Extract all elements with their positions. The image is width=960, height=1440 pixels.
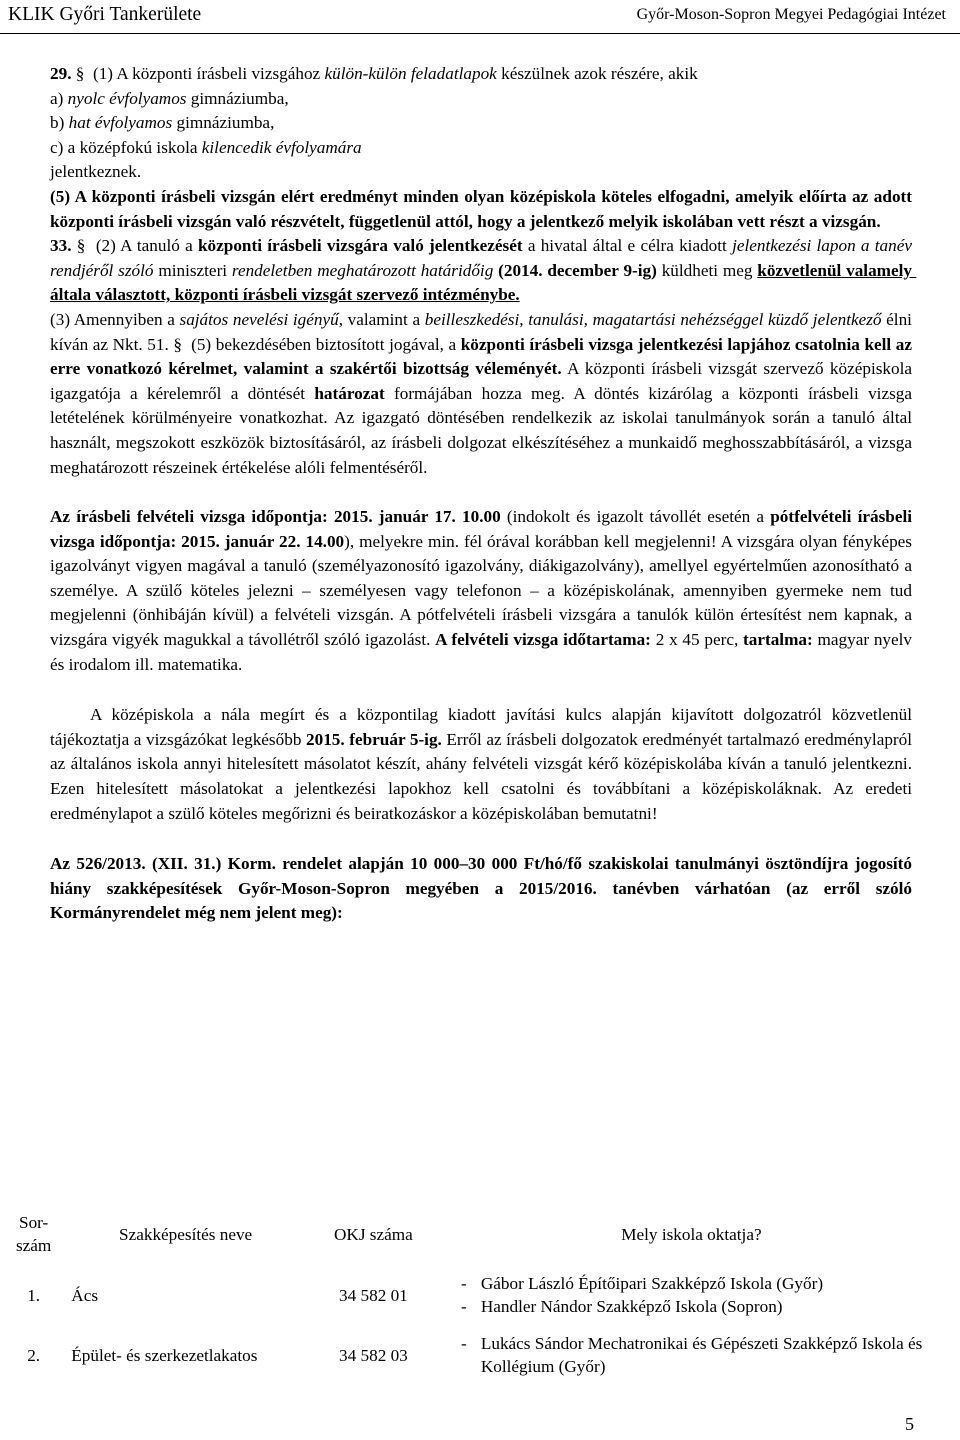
text-run: A központi írásbeli vizsgát szervező középiskola igazgatója a kérelemről a döntését	[50, 359, 917, 403]
header-institute: Győr-Moson-Sopron Megyei Pedagógiai Intézet	[636, 6, 946, 23]
row-schools	[443, 1260, 940, 1330]
scholarship-table	[0, 1208, 940, 1380]
text-run: nyolc évfolyamos	[67, 88, 187, 108]
text-run: a)	[50, 88, 68, 108]
paragraph	[50, 703, 917, 826]
text-run: gimnáziumba,	[186, 88, 289, 108]
text-run: jelentkezési lapon a tanév rendjéről szóló	[50, 236, 917, 280]
table-row	[0, 1330, 940, 1380]
text-run: 2 x 45 perc,	[650, 630, 744, 650]
text-run: § (2) A tanuló a	[71, 236, 198, 256]
text-run: közvetlenül valamely általa választott, központi írásbeli vizsgát szervező intézménybe.	[50, 260, 917, 305]
paragraph	[50, 234, 917, 308]
text-run: formájában hozza meg. A döntés kizárólag a központi írásbeli vizsga letételének körülményeire vonatkozhat. Az igazgató döntésében rendelkezik az iskolai tanulmányok során a tanuló által használt, megszokott eszközök biztosításáról, az írásbeli dolgozat elkészítéséhez a munkaidő meghosszabbításáról, a vizsga meghatározott részeinek értékelése alóli felmentéséről.	[50, 383, 917, 477]
paragraph-spacer	[50, 480, 912, 505]
text-run: rendeletben meghatározott határidőig	[231, 260, 494, 280]
row-num: 1.	[27, 1285, 41, 1305]
page-number: 5	[905, 1414, 914, 1434]
text-run: küldheti meg	[656, 260, 758, 280]
text-run: magyar nyelv és irodalom ill. matematika.	[50, 630, 917, 674]
text-run: központi írásbeli vizsga jelentkezési lapjához csatolnia kell az erre vonatkozó kérelmet, valamint a szakértői bizottság véleményét.	[50, 334, 917, 379]
paragraph	[50, 185, 917, 234]
text-run: b)	[50, 113, 69, 133]
header-schools: Mely iskola oktatja?	[621, 1224, 762, 1244]
text-run: jelentkeznek.	[50, 162, 142, 182]
paragraph	[50, 62, 912, 87]
text-run: hat évfolyamos	[68, 113, 173, 133]
text-run: A felvételi vizsga időtartama:	[435, 630, 651, 650]
row-code: 34 582 03	[339, 1345, 408, 1365]
paragraph	[50, 852, 917, 926]
text-run: élni kíván az Nkt. 51. § (5) bekezdésében biztosított jogával, a	[50, 309, 917, 354]
row-name: Épület- és szerkezetlakatos	[71, 1345, 258, 1365]
text-run: központi írásbeli vizsgára való jelentkezését	[197, 236, 523, 256]
text-run: c) a középfokú iskola	[50, 137, 202, 157]
text-run: készülnek azok részére, akik	[496, 64, 698, 83]
text-run: ), melyekre min. fél órával korábban kell megjelenni! A vizsgára olyan fényképes igazolványt vigyen magával a tanuló (személyazonosító igazolvány, diákigazolvány), amellyel egyértelműen azonosítható a személye. A szülő köteles jelezni – személyesen vagy telefonon – a középiskolának, amennyiben gyermeke nem tud megjelenni (önhibáján kívül) a felvételi vizsgán. A pótfelvételi írásbeli vizsgára a tanulók külön értesítést nem kapnak, a vizsgára vigyék magukkal a távollétről szóló igazolást.	[50, 531, 917, 650]
text-run: A középiskola a nála megírt és a központilag kiadott javítási kulcs alapján kijavított dolgozatról közvetlenül tájékoztatja a vizsgázókat legkésőbb	[50, 705, 917, 749]
row-num: 2.	[27, 1345, 41, 1365]
text-run: tartalma:	[743, 630, 813, 650]
text-run: § (1) A központi írásbeli vizsgához	[71, 64, 325, 83]
table-row	[0, 1260, 940, 1330]
text-run: sajátos nevelési igényű,	[179, 309, 343, 329]
text-run: Erről az írásbeli dolgozatok eredményét tartalmazó eredménylapról az általános iskola annyi hitelesített másolatot készít, ahány felvételi vizsgát kérő középiskolába kíván a tanuló jelentkezni. Ezen hitelesített másolatokat a jelentkezési lapokhoz kell csatolni és továbbítani a középiskoláknak. Az eredeti eredménylapot a szülő köteles megőrizni és beiratkozáskor a középiskolában bemutatni!	[50, 729, 917, 823]
text-run: a hivatal által e célra kiadott	[522, 236, 733, 256]
paragraph	[50, 87, 912, 112]
header-num: Sor- szám	[15, 1213, 52, 1255]
text-run: kilencedik évfolyamára	[201, 137, 362, 157]
page-header	[0, 0, 960, 34]
text-run: külön-külön feladatlapok	[324, 64, 497, 83]
text-run: 2015. február 5-ig.	[306, 729, 442, 749]
text-run: (indokolt és igazolt távollét esetén a	[500, 507, 771, 527]
header-organization: KLIK Győri Tankerülete	[8, 4, 202, 25]
school-item: - Handler Nándor Szakképző Iskola (Sopron)	[460, 1297, 783, 1316]
header-code: OKJ száma	[334, 1224, 413, 1244]
document-body	[50, 62, 917, 926]
paragraph	[50, 308, 917, 480]
text-run: pótfelvételi írásbeli vizsga időpontja: 2015. január 22. 14.00	[50, 507, 917, 551]
text-run: (3) Amennyiben a	[50, 309, 180, 329]
header-rule	[0, 33, 960, 34]
school-item: - Lukács Sándor Mechatronikai és Gépészeti Szakképző Iskola és Kollégium (Győr)	[460, 1334, 923, 1376]
text-run: gimnáziumba,	[172, 113, 275, 133]
paragraph	[50, 160, 912, 185]
paragraph	[50, 505, 917, 677]
header-name: Szakképesítés neve	[119, 1224, 253, 1244]
text-run: Az írásbeli felvételi vizsga időpontja: 2015. január 17. 10.00	[50, 507, 501, 527]
text-run: Az 526/2013. (XII. 31.) Korm. rendelet alapján 10 000–30 000 Ft/hó/fő szakiskolai tanulmányi ösztöndíjra jogosító hiány szakképesítések Győr-Moson-Sopron megyében a 2015/2016. tanévben várhatóan (az erről szóló Kormányrendelet még nem jelent meg):	[50, 854, 917, 923]
text-run: (5) A központi írásbeli vizsgán elért eredményt minden olyan középiskola köteles elfogadni, amelyik előírta az adott központi írásbeli vizsgán való részvételt, függetlenül attól, hogy a jelentkező melyik iskolában vett részt a vizsgán.	[50, 186, 917, 231]
text-run: miniszteri	[153, 260, 232, 280]
paragraph-spacer	[50, 826, 912, 852]
paragraph	[50, 136, 912, 161]
paragraph-spacer	[50, 677, 912, 703]
school-item: - Gábor László Építőipari Szakképző Iskola (Győr)	[460, 1274, 824, 1293]
text-run: 33.	[50, 236, 72, 256]
text-run: határozat	[314, 383, 385, 403]
row-code: 34 582 01	[339, 1285, 408, 1305]
text-run: valamint a	[343, 309, 425, 329]
row-name: Ács	[71, 1285, 99, 1305]
row-schools	[443, 1330, 940, 1380]
text-run: 29.	[50, 64, 72, 83]
text-run: (2014. december 9-ig)	[493, 260, 657, 280]
text-run: beilleszkedési, tanulási, magatartási nehézséggel küzdő jelentkező	[424, 309, 882, 329]
table-header-row	[0, 1208, 940, 1260]
paragraph	[50, 111, 912, 136]
